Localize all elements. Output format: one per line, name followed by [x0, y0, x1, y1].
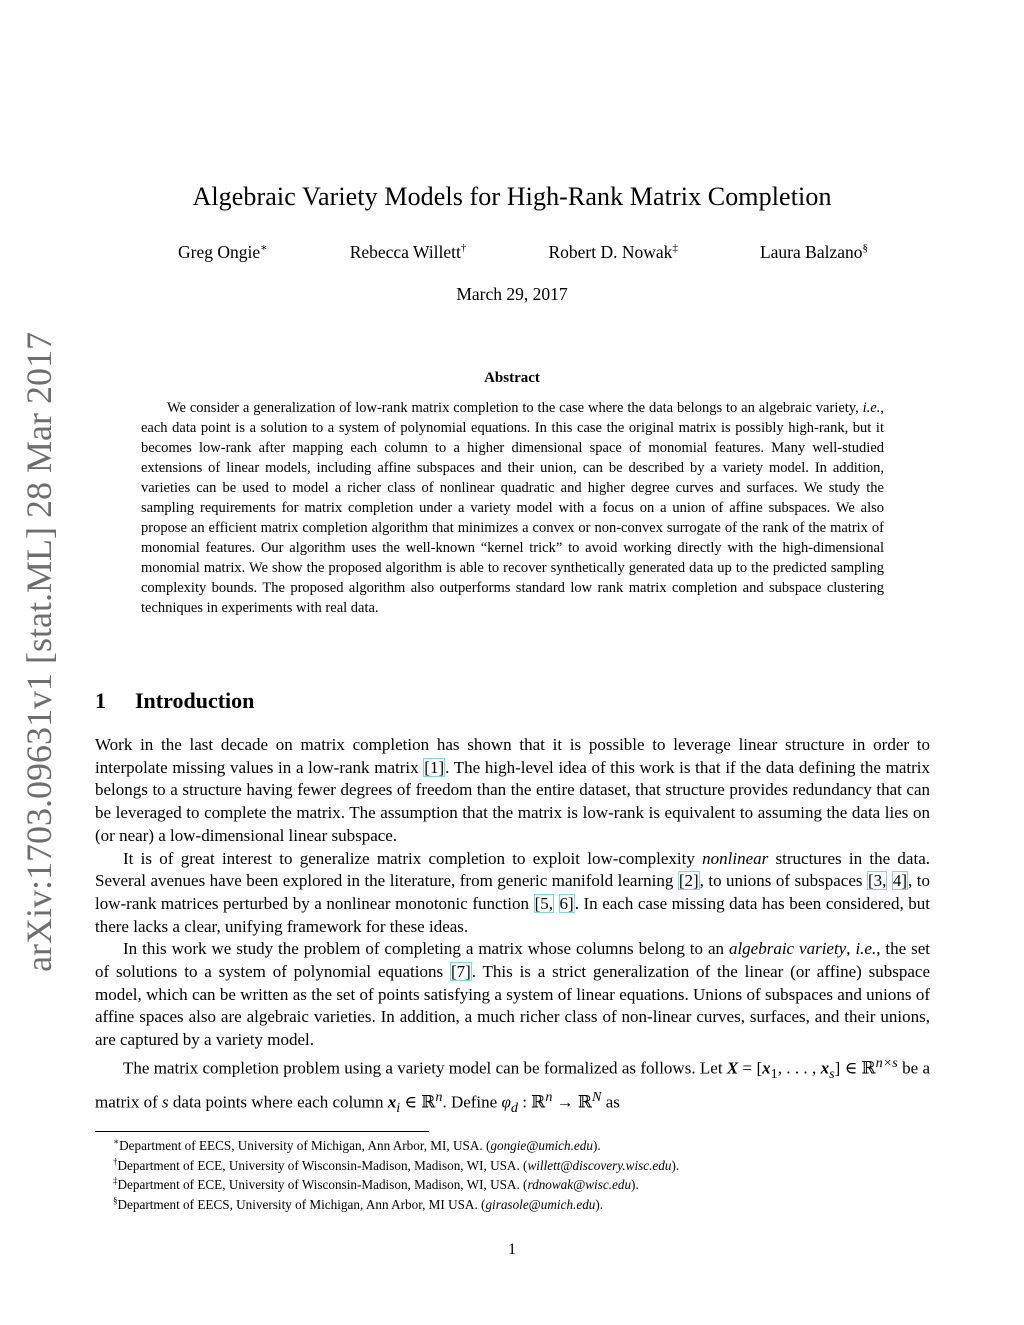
footnote: ∗Department of EECS, University of Michigan, Ann Arbor, MI, USA. (gongie@umich.edu).: [113, 1136, 601, 1153]
footnote: §Department of EECS, University of Michigan, Ann Arbor, MI USA. (girasole@umich.edu).: [113, 1195, 604, 1212]
page-number: 1: [508, 1241, 516, 1258]
citation-link[interactable]: [1]: [424, 757, 445, 777]
section-number: 1: [95, 688, 106, 713]
email-link[interactable]: girasole@umich.edu: [485, 1196, 596, 1212]
arxiv-watermark-text: arXiv:1703.09631v1 [stat.ML] 28 Mar 2017: [19, 332, 59, 972]
email-link[interactable]: willett@discovery.wisc.edu: [527, 1157, 672, 1173]
section-title: Introduction: [135, 688, 255, 713]
citation-link[interactable]: [2]: [678, 871, 699, 891]
author-list: [178, 242, 868, 263]
paper-date: March 29, 2017: [456, 284, 568, 304]
section-heading: [95, 688, 254, 714]
paper-title: Algebraic Variety Models for High-Rank Matrix Completion: [192, 182, 832, 211]
footnotes: [113, 1136, 913, 1214]
author: Laura Balzano§: [759, 242, 868, 262]
arxiv-watermark: [14, 332, 64, 972]
footnote: †Department of ECE, University of Wisconsin-Madison, Madison, WI, USA. (willett@discovery.wisc.edu).: [113, 1156, 680, 1173]
citation-link[interactable]: [5,: [534, 893, 553, 913]
citation-link[interactable]: 6]: [559, 893, 574, 913]
footnote: ‡Department of ECE, University of Wisconsin-Madison, Madison, WI, USA. (rdnowak@wisc.edu).: [113, 1175, 639, 1192]
body-text: [95, 734, 930, 1119]
author: Greg Ongie∗: [178, 242, 268, 262]
paragraph: Work in the last decade on matrix completion has shown that it is possible to leverage linear structure in order to interpolate missing values in a low-rank matrix [1]. The high-level idea of this work is that if the data defining the matrix belongs to a structure having fewer degrees of freedom than the entire dataset, that structure provides redundancy that can be leveraged to complete the matrix. The assumption that the matrix is low-rank is equivalent to assuming the data lies on (or near) a low-dimensional linear subspace.: [95, 735, 930, 845]
citation-link[interactable]: [7]: [450, 962, 471, 982]
email-link[interactable]: gongie@umich.edu: [490, 1138, 593, 1153]
citation-link[interactable]: [3,: [867, 871, 887, 891]
citation-link[interactable]: 4]: [892, 871, 908, 891]
abstract-text: We consider a generalization of low-rank matrix completion to the case where the data belongs to an algebraic variety, i.e., each data point is a solution to a system of polynomial equations. In this case the original matrix is possibly high-rank, but it becomes low-rank after mapping each column to a higher dimensional space of monomial features. Many well-studied extensions of linear models, including affine subspaces and their union, can be described by a variety model. In addition, varieties can be used to model a richer class of nonlinear quadratic and higher degree curves and surfaces. We study the sampling requirements for matrix completion under a variety model with a focus on a union of affine subspaces. We also propose an efficient matrix completion algorithm that minimizes a convex or non-convex surrogate of the rank of the matrix of monomial features. Our algorithm uses the well-known “kernel trick” to avoid working directly with the high-dimensional monomial matrix. We show the proposed algorithm is able to recover synthetically generated data up to the predicted sampling complexity bounds. The proposed algorithm also outperforms standard low rank matrix completion and subspace clustering techniques in experiments with real data.: [141, 400, 884, 616]
author: Rebecca Willett†: [349, 242, 467, 262]
footnote-divider: [95, 1131, 429, 1132]
author: Robert D. Nowak‡: [548, 242, 678, 262]
email-link[interactable]: rdnowak@wisc.edu: [527, 1177, 632, 1192]
paragraph: The matrix completion problem using a variety model can be formalized as follows. Let $X = [x_1$, . . . , $x_s$] ∈ ℝ$^{n\times s}$ be a matrix of s data points where each column $x_i$ ∈ ℝ$^n$. Define $\varphi_d$ : ℝ$^n$ → ℝ$^N$ as: [95, 1054, 931, 1116]
paragraph: In this work we study the problem of completing a matrix whose columns belong to an algebraic variety, i.e., the set of solutions to a system of polynomial equations [7]. This is a strict generalization of the linear (or affine) subspace model, which can be written as the set of points satisfying a system of linear equations. Unions of subspaces and unions of affine spaces also are algebraic varieties. In addition, a much richer class of non-linear curves, surfaces, and their unions, are captured by a variety model.: [95, 939, 931, 1050]
abstract-heading: Abstract: [484, 370, 540, 386]
paragraph: It is of great interest to generalize matrix completion to exploit low-complexity nonlinear structures in the data. Several avenues have been explored in the literature, from generic manifold learning [2], to unions of subspaces [3, 4], to low-rank matrices perturbed by a nonlinear monotonic function [5, 6]. In each case missing data has been considered, but there lacks a clear, unifying framework for these ideas.: [95, 848, 930, 936]
